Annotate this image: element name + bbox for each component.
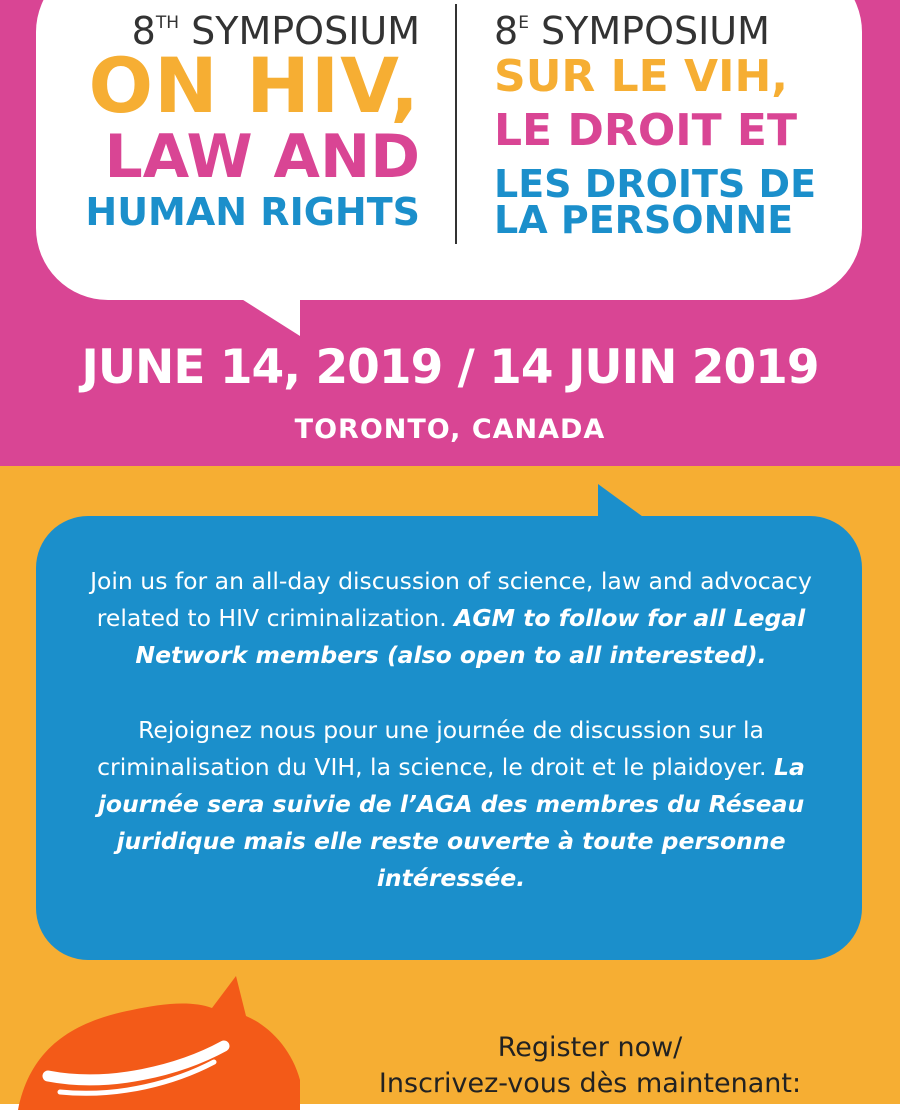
french-title — [494, 0, 824, 242]
french-title-line2: LE DROIT ET — [494, 105, 797, 156]
event-location: TORONTO, CANADA — [294, 414, 606, 445]
english-symposium-line: 8TH SYMPOSIUM — [131, 9, 420, 53]
english-title-line1: ON HIV, — [88, 41, 420, 130]
description-english-plain: Join us for an all-day discussion of science, law and advocacy related to HIV criminalization. — [90, 567, 812, 632]
description-french-plain: Rejoignez nous pour une journée de discussion sur la criminalisation du VIH, la science, le droit et le plaidoyer. — [97, 716, 767, 781]
register-line-french: Inscrivez-vous dès maintenant: — [378, 1068, 802, 1099]
event-date: JUNE 14, 2019 / 14 JUIN 2019 — [81, 340, 819, 395]
register-line-english: Register now/ — [497, 1032, 683, 1063]
english-title — [70, 0, 420, 232]
english-title-line3: HUMAN RIGHTS — [85, 190, 420, 234]
register-text — [340, 1030, 840, 1102]
description-french — [56, 712, 846, 897]
french-symposium-line: $8^E$ SYMPOSIUM — [494, 9, 770, 53]
description-text — [56, 563, 846, 897]
french-title-line3: LES DROITS DE — [494, 162, 817, 206]
english-title-line2: LAW AND — [104, 122, 420, 192]
description-english — [56, 563, 846, 674]
french-title-line1: SUR LE VIH, — [494, 51, 788, 102]
description-french-bold: La journée sera suivie de l’AGA des membres du Réseau juridique mais elle reste ouverte à toute personne intéressée. — [97, 753, 805, 892]
orange-smile-bubble — [0, 970, 300, 1110]
description-english-bold: AGM to follow for all Legal Network members (also open to all interested). — [135, 604, 806, 669]
title-divider — [455, 4, 457, 244]
french-title-line4: LA PERSONNE — [494, 198, 794, 242]
